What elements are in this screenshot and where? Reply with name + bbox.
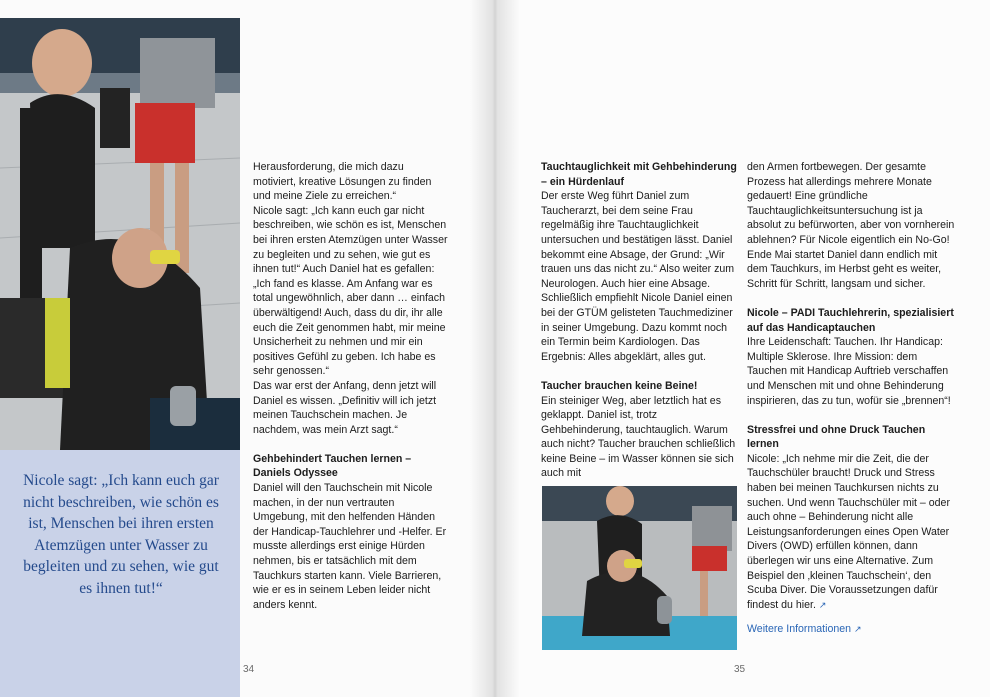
page-number: 35 (734, 664, 746, 675)
right-text-column-1 (541, 160, 737, 481)
paragraph: den Armen fortbewegen. Der gesamte Prozess hat allerdings mehrere Monate gedauert! Eine gründliche Tauchtauglichkeitsuntersuchung ist ja absolut zu befürworten, aber von vornherein ablehnen? Für Nicole eigentlich ein No-Go! (747, 161, 955, 246)
section-heading: Taucher brauchen keine Beine! (541, 379, 698, 392)
paragraph: Herausforderung, die mich dazu motiviert, kreative Lösungen zu finden und meine Ziele zu erreichen.“ (253, 161, 432, 203)
paragraph (747, 452, 957, 613)
cursor-icon: ↗ (818, 599, 827, 610)
paragraph: Daniel will den Tauchschein mit Nicole machen, in der nun vertrauten Umgebung, mit den helfenden Händen der Handicap-Tauchlehrer und -Helfer. Er musste allerdings erst einige Hürden nehmen, bis er tatsächlich mit dem Tauchkurs starten kann. Viele Barrieren, wie er es in seinem Leben leider nicht anders kennt. (253, 482, 447, 611)
paragraph: Ihre Leidenschaft: Tauchen. Ihr Handicap: Multiple Sklerose. Ihre Mission: dem Tauchen mit Handicap Auftrieb verschaffen und Menschen mit und ohne Behinderung inspirieren, das zu tun, wofür sie „brennen“! (747, 336, 951, 407)
section-heading: Stressfrei und ohne Druck Tauchen lernen (747, 423, 926, 451)
paragraph: Ende Mai startet Daniel dann endlich mit dem Tauchkurs, im Herbst geht es weiter, Schritt für Schritt, langsam und sicher. (747, 248, 942, 290)
section-heading: Gehbehindert Tauchen lernen – Daniels Odyssee (253, 452, 412, 480)
paragraph: Nicole sagt: „Ich kann euch gar nicht beschreiben, wie schön es ist, Menschen bei ihren ersten Atemzügen unter Wasser zu begleiten und zu sehen, wie gut es ihnen tut!“ Auch Daniel hat es gefallen: „Ich fand es klasse. Am Anfang war es total ungewöhnlich, aber dann … einfach überwältigend! Auch, dass du dir, ihr alle euch die Zeit genommen habt, mir meine Unsicherheit zu nehmen und mir ein positives Gefühl zu geben. Ich habe es sehr genossen.“ (253, 204, 448, 378)
left-text-column (253, 160, 448, 612)
pull-quote: Nicole sagt: „Ich kann euch gar nicht beschreiben, wie schön es ist, Menschen bei ihren ersten Atemzügen unter Wasser zu begleiten und zu sehen, wie gut es ihnen tut!“ (23, 472, 219, 597)
paragraph-text: Nicole: „Ich nehme mir die Zeit, die der Tauchschüler braucht! Druck und Stress haben bei meinen Tauchkursen nichts zu suchen. Und wenn Tauchschüler mit – oder auch ohne – Behinderung nicht alle Leistungsanforderungen eines Open Water Divers (OWD) erfüllen können, dann überlegen wir uns eine Alternative. Zum Beispiel den ‚kleinen Tauchschein‘, den Scuba Diver. Die Voraussetzungen dafür findest du hier. (747, 452, 950, 611)
right-text-column-2 (747, 160, 957, 637)
section-heading: Nicole – PADI Tauchlehrerin, spezialisiert auf das Handicaptauchen (747, 306, 954, 334)
more-info-link[interactable]: Weitere Informationen (747, 623, 852, 636)
photo-diving-instructor-with-student (0, 18, 240, 450)
section-heading: Tauchtauglichkeit mit Gehbehinderung – ein Hürdenlauf (541, 161, 737, 188)
paragraph: Ein steiniger Weg, aber letztlich hat es geklappt. Daniel ist, trotz Gehbehinderung, tauchtauglich. Warum auch nicht? Taucher brauchen schließlich keine Beine – im Wasser können sie sich auch mit (541, 394, 736, 480)
photo-diver-at-pool-edge (542, 486, 737, 650)
paragraph: Das war erst der Anfang, denn jetzt will Daniel es wissen. „Definitiv will ich jetzt meinen Tauchschein machen. Je nachdem, was mein Arzt sagt.“ (253, 379, 437, 436)
book-gutter-shadow (470, 0, 520, 697)
more-info-link-row[interactable] (747, 622, 957, 637)
link-arrow-icon: ↗ (853, 624, 862, 635)
paragraph: Der erste Weg führt Daniel zum Taucherarzt, bei dem seine Frau regelmäßig ihre Tauchtauglichkeit untersuchen und bestätigen lässt. Daniel bekommt eine Absage, der Grund: „Wir trauen uns das nicht zu.“ Also weiter zum Neurologen. Auch hier eine Absage. Schließlich empfiehlt Nicole Daniel einen bei der GTÜM gelisteten Tauchmediziner in seiner Umgebung. Dazu kommt noch ein Termin beim Kardiologen. Das Ergebnis: Alles abgeklärt, alles gut. (541, 190, 735, 363)
page-number: 34 (243, 664, 255, 675)
